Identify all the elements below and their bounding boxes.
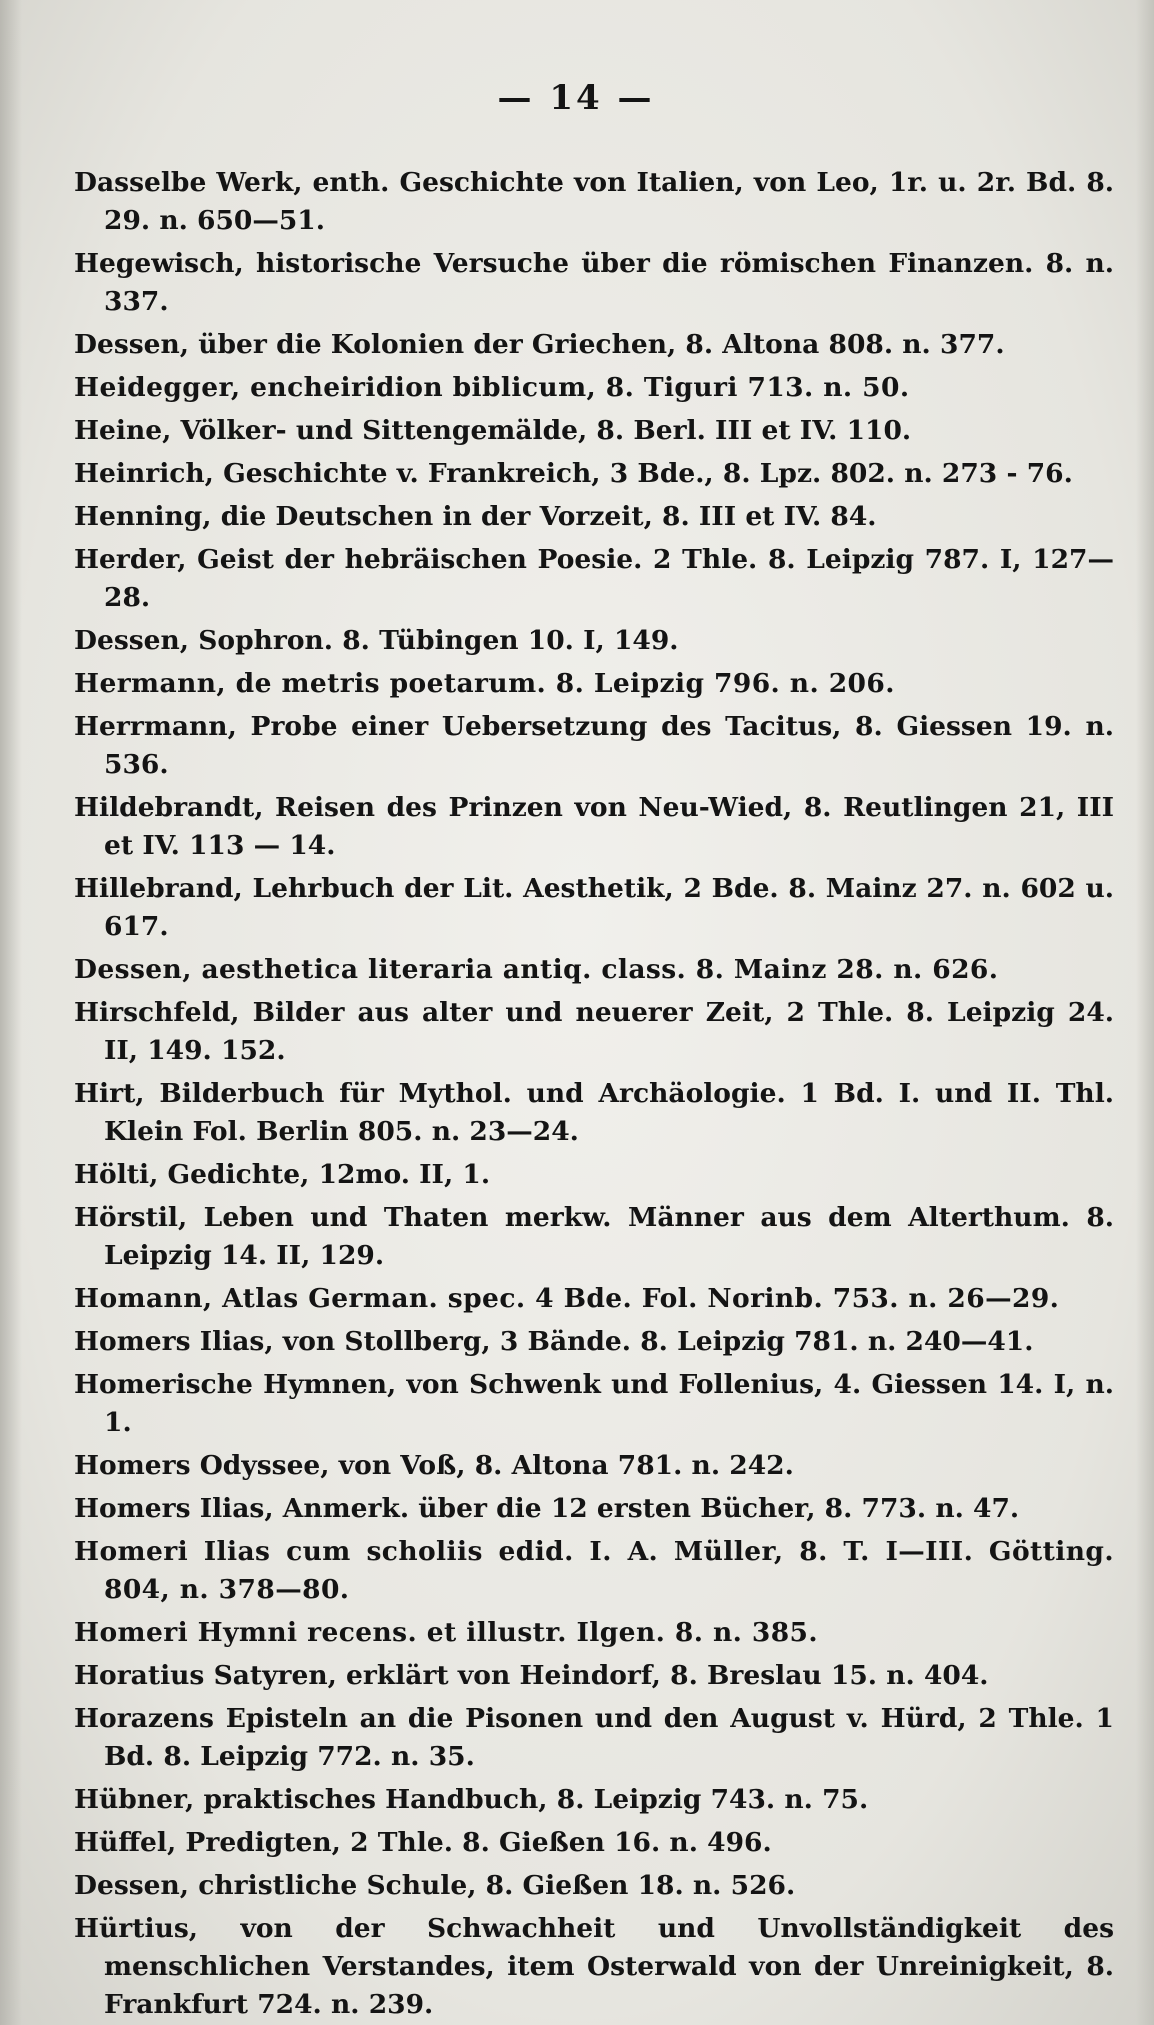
- catalogue-entry: Hegewisch, historische Versuche über die römischen Finanzen. 8. n. 337.: [74, 248, 1114, 317]
- catalogue-entry: Herrmann, Probe einer Uebersetzung des Tacitus, 8. Giessen 19. n. 536.: [74, 711, 1114, 780]
- catalogue-entry: Hirschfeld, Bilder aus alter und neuerer Zeit, 2 Thle. 8. Leipzig 24. II, 149. 152.: [74, 997, 1114, 1066]
- catalogue-entry: Dessen, Sophron. 8. Tübingen 10. I, 149.: [74, 625, 679, 656]
- catalogue-entry: Dessen, christliche Schule, 8. Gießen 18. n. 526.: [74, 1870, 796, 1901]
- catalogue-entry: Hürtius, von der Schwachheit und Unvollständigkeit des menschlichen Verstandes, item Osterwald von der Unreinigkeit, 8. Frankfurt 724. n. 239.: [74, 1913, 1114, 2020]
- catalogue-entry: Homeri Ilias cum scholiis edid. I. A. Müller, 8. T. I—III. Götting. 804, n. 378—80.: [74, 1536, 1114, 1605]
- page-number: — 14 —: [497, 78, 655, 118]
- catalogue-entry: Hörstil, Leben und Thaten merkw. Männer aus dem Alterthum. 8. Leipzig 14. II, 129.: [74, 1202, 1114, 1271]
- catalogue-entry: Hübner, praktisches Handbuch, 8. Leipzig 743. n. 75.: [74, 1784, 869, 1815]
- catalogue-entry: Homann, Atlas German. spec. 4 Bde. Fol. Norinb. 753. n. 26—29.: [74, 1283, 1060, 1314]
- catalogue-entry: Horazens Episteln an die Pisonen und den August v. Hürd, 2 Thle. 1 Bd. 8. Leipzig 772. n. 35.: [74, 1703, 1114, 1772]
- catalogue-entry: Heinrich, Geschichte v. Frankreich, 3 Bde., 8. Lpz. 802. n. 273 - 76.: [74, 458, 1073, 489]
- catalogue-entry: Hildebrandt, Reisen des Prinzen von Neu-Wied, 8. Reutlingen 21, III et IV. 113 — 14.: [74, 792, 1114, 861]
- catalogue-entry: Hillebrand, Lehrbuch der Lit. Aesthetik, 2 Bde. 8. Mainz 27. n. 602 u. 617.: [74, 873, 1114, 942]
- catalogue-entry: Heine, Völker- und Sittengemälde, 8. Berl. III et IV. 110.: [74, 415, 912, 446]
- catalogue-entry: Henning, die Deutschen in der Vorzeit, 8. III et IV. 84.: [74, 501, 877, 532]
- catalogue-entry: Homeri Hymni recens. et illustr. Ilgen. 8. n. 385.: [74, 1617, 819, 1648]
- catalogue-entry: Homers Ilias, Anmerk. über die 12 ersten Bücher, 8. 773. n. 47.: [74, 1493, 1020, 1524]
- catalogue-entry: Horatius Satyren, erklärt von Heindorf, 8. Breslau 15. n. 404.: [74, 1660, 989, 1691]
- catalogue-entry: Homers Odyssee, von Voß, 8. Altona 781. n. 242.: [74, 1450, 794, 1481]
- catalogue-entry: Hölti, Gedichte, 12mo. II, 1.: [74, 1159, 491, 1190]
- catalogue-entry: Dessen, aesthetica literaria antiq. class. 8. Mainz 28. n. 626.: [74, 954, 999, 985]
- catalogue-entry: Hüffel, Predigten, 2 Thle. 8. Gießen 16. n. 496.: [74, 1827, 772, 1858]
- catalogue-entry: Homers Ilias, von Stollberg, 3 Bände. 8. Leipzig 781. n. 240—41.: [74, 1326, 1034, 1357]
- catalogue-entry: Hermann, de metris poetarum. 8. Leipzig 796. n. 206.: [74, 668, 895, 699]
- catalogue-entry: Heidegger, encheiridion biblicum, 8. Tiguri 713. n. 50.: [74, 372, 910, 403]
- catalogue-entry: Dasselbe Werk, enth. Geschichte von Italien, von Leo, 1r. u. 2r. Bd. 8. 29. n. 650—51.: [74, 167, 1114, 236]
- catalogue-entry: Hirt, Bilderbuch für Mythol. und Archäologie. 1 Bd. I. und II. Thl. Klein Fol. Berlin 805. n. 23—24.: [74, 1078, 1114, 1147]
- catalogue-entry: Herder, Geist der hebräischen Poesie. 2 Thle. 8. Leipzig 787. I, 127—28.: [74, 544, 1114, 613]
- catalogue-entry-list: [74, 164, 1114, 2024]
- catalogue-entry: Dessen, über die Kolonien der Griechen, 8. Altona 808. n. 377.: [74, 329, 1005, 360]
- catalogue-entry: Homerische Hymnen, von Schwenk und Follenius, 4. Giessen 14. I, n. 1.: [74, 1369, 1114, 1438]
